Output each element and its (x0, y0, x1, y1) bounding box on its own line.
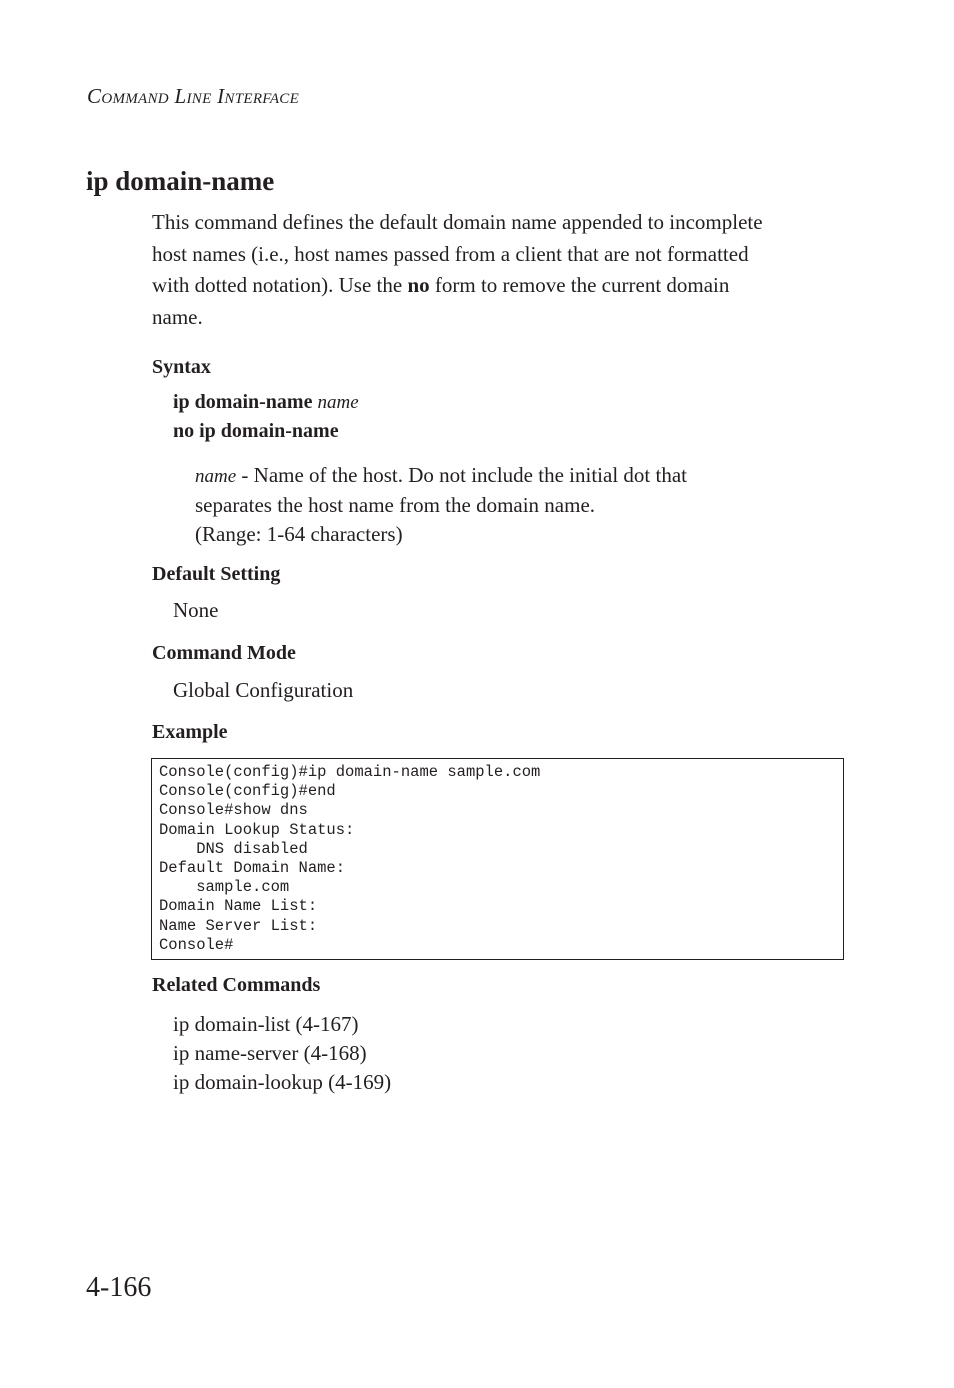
syntax-line-no: no ip domain-name (173, 420, 339, 442)
no-keyword: no (407, 273, 430, 297)
syntax-heading: Syntax (152, 356, 211, 378)
description-line: name. (152, 304, 203, 329)
syntax-command: ip domain-name (173, 391, 313, 413)
description-text: form to remove the current domain (429, 273, 730, 297)
example-heading: Example (152, 721, 228, 743)
example-code-box (151, 758, 844, 960)
running-header (87, 84, 299, 109)
related-command-item: ip domain-list (4-167) (173, 1012, 359, 1036)
command-mode-value: Global Configuration (173, 678, 354, 702)
description-line (152, 270, 852, 302)
example-code: Console(config)#ip domain-name sample.com Console(config)#end Console#show dns Domain Lookup Status: DNS disabled Default Domain Name: sample.com Domain Name List: Name Server List: Console# (159, 763, 541, 954)
default-setting-heading: Default Setting (152, 563, 281, 585)
related-command-item: ip name-server (4-168) (173, 1041, 367, 1065)
running-header-rest-2: INE (186, 91, 212, 107)
page-number: 4-166 (86, 1272, 152, 1303)
param-desc-line (195, 461, 687, 491)
description-line: This command defines the default domain name appended to incomplete (152, 210, 763, 234)
related-command-item: ip domain-lookup (4-169) (173, 1070, 392, 1094)
running-header-initial-3: I (217, 84, 225, 108)
command-mode-heading: Command Mode (152, 642, 296, 664)
description-text: with dotted notation). Use the (152, 273, 408, 297)
syntax-parameter: name (317, 392, 359, 413)
running-header-rest-3: NTERFACE (224, 91, 300, 107)
running-header-rest-1: OMMAND (101, 91, 169, 107)
param-name: name (195, 466, 237, 487)
running-header-initial-2: L (174, 84, 187, 108)
description-line: host names (i.e., host names passed from a client that are not formatted (152, 241, 749, 266)
command-title: ip domain-name (86, 166, 275, 196)
syntax-line-set (173, 391, 359, 414)
param-desc-line: separates the host name from the domain name. (195, 493, 596, 517)
running-header-initial-1: C (87, 84, 102, 108)
related-commands-list (173, 1010, 391, 1097)
related-commands-heading: Related Commands (152, 974, 321, 996)
param-desc-text: - Name of the host. Do not include the initial dot that (236, 463, 687, 487)
parameter-description (195, 461, 687, 549)
command-description (152, 207, 852, 333)
param-desc-line: (Range: 1-64 characters) (195, 522, 403, 546)
default-setting-value: None (173, 598, 219, 622)
